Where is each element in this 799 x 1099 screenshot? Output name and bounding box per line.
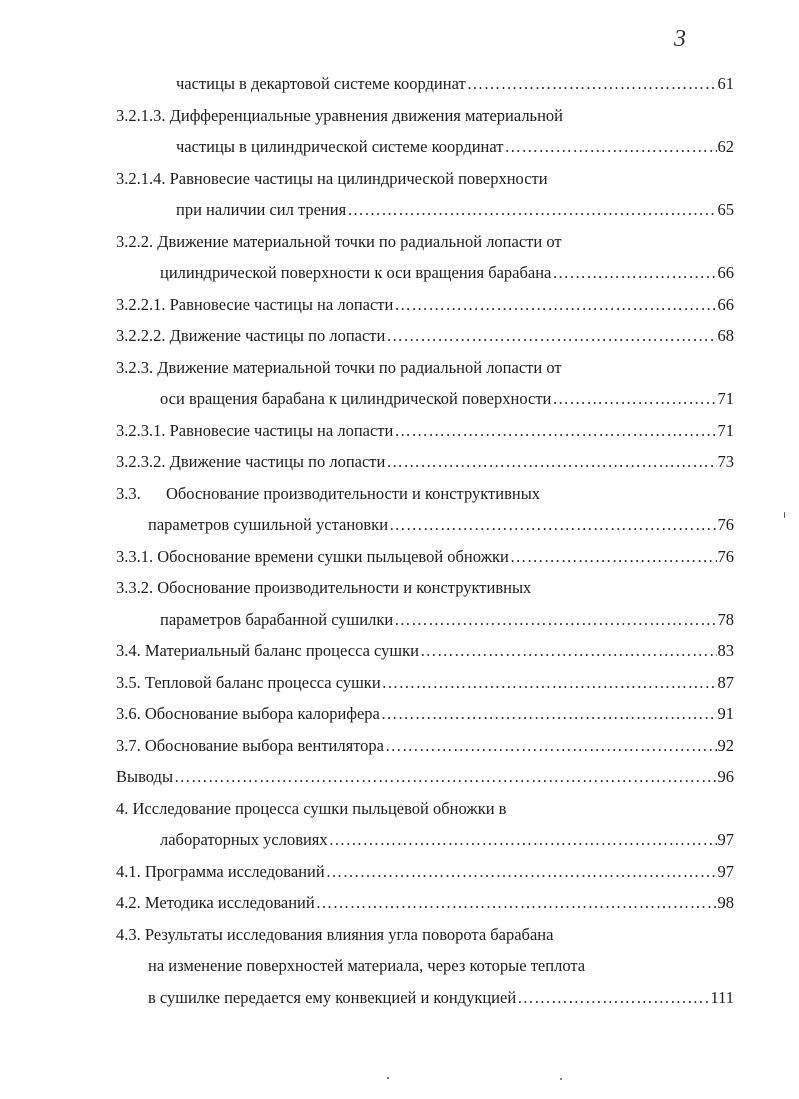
toc-entry-text: 3.2.2. Движение материальной точки по радиальной лопасти от [116,232,562,251]
toc-entry [160,389,734,409]
toc-leader-dots [381,704,717,724]
toc-entry-page: 66 [717,263,734,282]
toc-leader-dots [326,862,717,882]
toc-entry-text: 3.5. Тепловой баланс процесса сушки [116,673,381,692]
scan-speck [387,1077,389,1079]
toc-entry-page: 92 [717,736,734,755]
toc-leader-dots [394,610,716,630]
toc-entry-text: 4.2. Методика исследований [116,893,315,912]
toc-entry [160,263,734,283]
toc-entry-number: 3.3. [116,484,141,503]
toc-entry [116,547,734,567]
toc-entry [116,484,540,504]
toc-entry [160,830,734,850]
toc-entry [116,925,553,945]
toc-entry [116,452,734,472]
toc-entry [116,169,548,189]
toc-leader-dots [552,389,716,409]
toc-entry-page: 71 [717,389,734,408]
toc-entry [116,862,734,882]
toc-entry-text: 3.7. Обоснование выбора вентилятора [116,736,385,755]
toc-entry-text: частицы в декартовой системе координат [176,74,466,93]
toc-entry-text: параметров барабанной сушилки [160,610,394,629]
toc-entry-text: 3.3.1. Обоснование времени сушки пыльцевой обножки [116,547,509,566]
toc-entry-page: 83 [717,641,734,660]
toc-entry [116,641,734,661]
toc-entry-text: 3.4. Материальный баланс процесса сушки [116,641,419,660]
toc-entry [148,956,585,976]
toc-entry-text: 4.1. Программа исследований [116,862,325,881]
toc-entry-page: 66 [717,295,734,314]
toc-entry-page: 76 [717,547,734,566]
toc-entry [160,610,734,630]
toc-entry [176,200,734,220]
toc-leader-dots [174,767,716,787]
toc-entry [176,137,734,157]
page-number: 3 [674,26,686,52]
toc-entry-text: 3.2.2.1. Равновесие частицы на лопасти [116,295,394,314]
toc-entry-page: 73 [717,452,734,471]
toc-entry [116,736,734,756]
toc-leader-dots [394,421,716,441]
toc-entry [116,767,734,787]
toc-entry-page: 68 [717,326,734,345]
toc-entry-page: 61 [717,74,734,93]
toc-entry-text: в сушилке передается ему конвекцией и кондукцией [148,988,517,1007]
toc-entry-text: при наличии сил трения [176,200,347,219]
scan-speck [784,512,785,518]
toc-entry [116,295,734,315]
toc-entry [116,578,531,598]
toc-entry-page: 65 [717,200,734,219]
toc-leader-dots [420,641,717,661]
toc-entry-text: параметров сушильной установки [148,515,389,534]
toc-leader-dots [316,893,717,913]
toc-leader-dots [385,736,716,756]
toc-entry-page: 111 [710,988,734,1007]
toc-leader-dots [382,673,717,693]
toc-entry [176,74,734,94]
toc-entry [116,673,734,693]
toc-entry-page: 71 [717,421,734,440]
toc-leader-dots [329,830,717,850]
toc-leader-dots [394,295,716,315]
toc-entry [116,421,734,441]
toc-entry-text: 3.2.2.2. Движение частицы по лопасти [116,326,386,345]
toc-entry [116,232,562,252]
toc-entry-text: лабораторных условиях [160,830,328,849]
toc-entry-page: 78 [717,610,734,629]
toc-entry [148,515,734,535]
toc-entry-text: 3.2.1.3. Дифференциальные уравнения движения материальной [116,106,563,125]
toc-entry [116,704,734,724]
toc-leader-dots [386,452,716,472]
toc-entry-text: 3.6. Обоснование выбора калорифера [116,704,380,723]
toc-leader-dots [505,137,717,157]
toc-entry-text: 3.2.3. Движение материальной точки по радиальной лопасти от [116,358,562,377]
toc-entry-page: 98 [717,893,734,912]
toc-entry-text: 4. Исследование процесса сушки пыльцевой обножки в [116,799,507,818]
toc-entry-text: на изменение поверхностей материала, через которые теплота [148,956,586,975]
toc-entry-text: частицы в цилиндрической системе координат [176,137,504,156]
toc-leader-dots [389,515,716,535]
toc-entry-page: 97 [717,862,734,881]
toc-entry [148,988,734,1008]
toc-entry [116,893,734,913]
toc-entry-page: 87 [717,673,734,692]
toc-entry-text: Обоснование производительности и конструктивных [166,484,541,503]
toc-entry [116,358,562,378]
toc-leader-dots [347,200,716,220]
toc-entry-text: 3.2.3.2. Движение частицы по лопасти [116,452,386,471]
toc-entry-text: 3.3.2. Обоснование производительности и конструктивных [116,578,532,597]
toc-entry-text: цилиндрической поверхности к оси вращения барабана [160,263,552,282]
toc-leader-dots [467,74,717,94]
toc-entry [116,326,734,346]
toc-entry-text: 3.2.3.1. Равновесие частицы на лопасти [116,421,394,440]
toc-leader-dots [552,263,716,283]
toc-entry-page: 91 [717,704,734,723]
toc-entry-text: 4.3. Результаты исследования влияния угла поворота барабана [116,925,554,944]
toc-entry-text: оси вращения барабана к цилиндрической поверхности [160,389,552,408]
toc-leader-dots [386,326,716,346]
toc-leader-dots [517,988,709,1008]
toc-entry [116,106,563,126]
toc-entry-page: 62 [717,137,734,156]
toc-entry-text: 3.2.1.4. Равновесие частицы на цилиндрической поверхности [116,169,548,188]
toc-entry [116,799,506,819]
toc-leader-dots [510,547,717,567]
toc-entry-page: 96 [717,767,734,786]
toc-entry-page: 76 [717,515,734,534]
toc-entry-text: Выводы [116,767,174,786]
scan-speck [560,1078,562,1080]
toc-entry-page: 97 [717,830,734,849]
